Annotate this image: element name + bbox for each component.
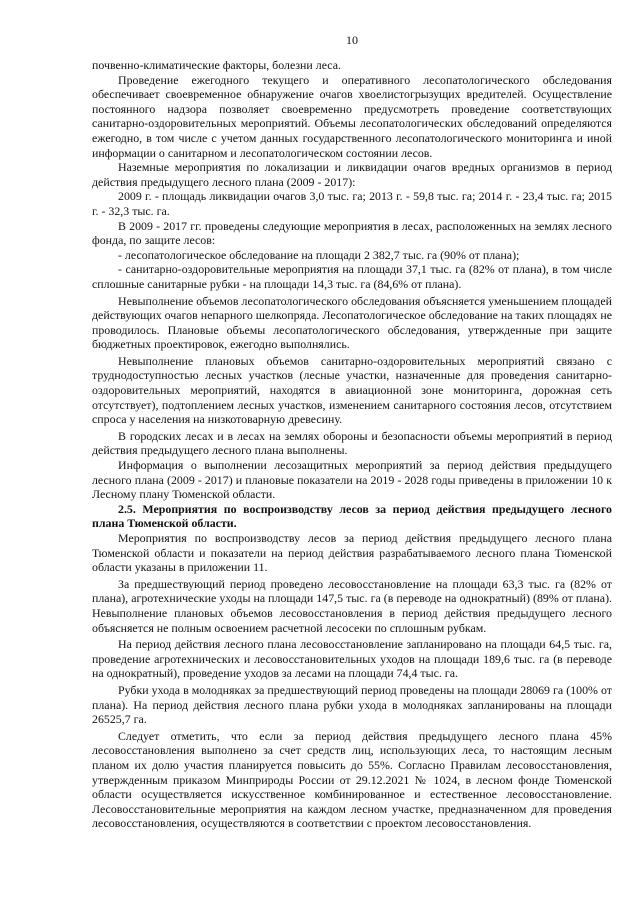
paragraph-yearly-areas: 2009 г. - площадь ликвидации очагов 3,0 тыс. га; 2013 г. - 59,8 тыс. га; 2014 г. - 23,4 тыс. га; 2015 г. - 32,3 тыс. га.: [92, 189, 612, 218]
paragraph-reforestation-past: За предшествующий период проведено лесовосстановление на площади 63,3 тыс. га (82% от плана), агротехнические уходы на площади 147,5 тыс. га (в переводе на однократный) (89% от плана). Невыполнение плановых объемов лесовосстановления в период действия предыдущего лесного объясняется не полным освоением расчетной лесосеки по сплошным рубкам.: [92, 576, 612, 635]
paragraph-continuation: почвенно-климатические факторы, болезни леса.: [92, 58, 341, 72]
list-item-sanitary: - санитарно-оздоровительные мероприятия на площади 37,1 тыс. га (82% от плана), в том числе сплошные санитарные рубки - на площади 14,3 тыс. га (84,6% от плана).: [92, 262, 612, 291]
paragraph-sanitary-shortfall: Невыполнение плановых объемов санитарно-оздоровительных мероприятий связано с труднодоступностью лесных участков (лесные участки, назначенные для проведения санитарно-оздоровительных мероприятий, находятся в авиационной зоне мониторинга, дорожная сеть отсутствует), подтоплением лесных участков, изменением санитарного состояния лесов, отсутствием спроса у населения на низкотоварную древесину.: [92, 353, 612, 427]
paragraph-appendix-10: Информация о выполнении лесозащитных мероприятий за период действия предыдущего лесного плана (2009 - 2017) и плановые показатели на 2019 - 2028 годы приведены в приложении 10 к Лесному плану Тюменской области.: [92, 458, 612, 502]
section-heading: 2.5. Мероприятия по воспроизводству лесов за период действия предыдущего лесного плана Тюменской области.: [92, 501, 612, 531]
paragraph-inspection: Проведение ежегодного текущего и оперативного лесопатологического обследования обеспечивает своевременное обнаружение очагов хвоелистогрызущих вредителей. Осуществление постоянного надзора позволяет своевременно предусмотреть проведение соответствующих санитарно-оздоровительных мероприятий. Объемы лесопатологических обследований определяются ежегодно, в том числе с учетом данных государственного лесопатологического мониторинга и иной информации о санитарном и лесопатологическом состоянии лесов.: [92, 72, 612, 160]
document-body: [92, 58, 612, 831]
paragraph-appendix-11: Мероприятия по воспроизводству лесов за период действия предыдущего лесного плана Тюменской области и показатели на период действия разрабатываемого лесного плана Тюменской области указаны в приложении 11.: [92, 531, 612, 575]
paragraph-ground-measures: Наземные мероприятия по локализации и ликвидации очагов вредных организмов в период действия предыдущего лесного плана (2009 - 2017):: [92, 160, 612, 189]
paragraph-thinning: Рубки ухода в молодняках за предшествующий период проведены на площади 28069 га (100% от плана). На период действия лесного плана рубки ухода в молодняках запланированы на площади 26525,7 га.: [92, 682, 612, 727]
paragraph-conclusion: Следует отметить, что если за период действия предыдущего лесного плана 45% лесовосстановления выполнено за счет средств лиц, использующих леса, то настоящим лесным планом их долю участия планируется повысить до 55%. Согласно Правилам лесовосстановления, утвержденным приказом Минприроды России от 29.12.2021 № 1024, в лесном фонде Тюменской области осуществляется искусственное комбинированное и естественное лесовосстановление. Лесовосстановительные мероприятия на каждом лесном участке, предназначенном для проведения лесовосстановления, осуществляются в соответствии с проектом лесовосстановления.: [92, 728, 612, 831]
paragraph-urban-forests: В городских лесах и в лесах на землях обороны и безопасности объемы мероприятий в период действия предыдущего лесного плана выполнены.: [92, 428, 612, 458]
paragraph-inspection-shortfall: Невыполнение объемов лесопатологического обследования объясняется уменьшением площадей действующих очагов непарного шелкопряда. Лесопатологическое обследование на таких площадях не проводилось. Плановые объемы лесопатологического обследования, утвержденные при защите бюджетных проектировок, ежегодно выполнялись.: [92, 293, 612, 352]
page-number: 10: [346, 33, 358, 47]
paragraph-reforestation-plan: На период действия лесного плана лесовосстановление запланировано на площади 64,5 тыс. га, проведение агротехнических и лесовосстановительных уходов на площади 189,6 тыс. га (в переводе на однократный), проведение уходов за лесами на площади 74,4 тыс. га.: [92, 637, 612, 681]
paragraph-measures-intro: В 2009 - 2017 гг. проведены следующие мероприятия в лесах, расположенных на землях лесного фонда, по защите лесов:: [92, 218, 612, 248]
list-item-inspection: - лесопатологическое обследование на площади 2 382,7 тыс. га (90% от плана);: [118, 247, 520, 262]
